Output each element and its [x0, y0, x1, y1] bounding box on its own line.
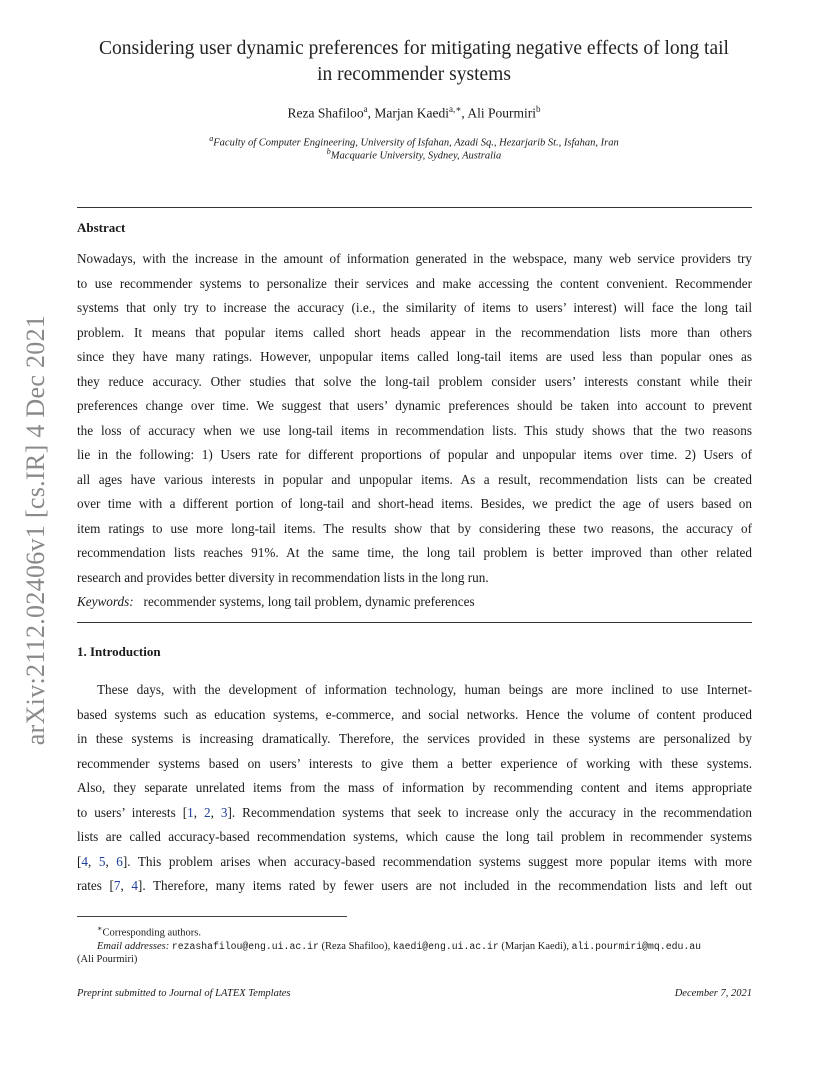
intro-line: [4, 5, 6]. This problem arises when accuracy-based recommendation systems suggest more popular items with more — [77, 853, 752, 869]
abstract-line: they reduce accuracy. Other studies that solve the long-tail problem consider users’ interests constant while their — [77, 373, 752, 389]
intro-line: Also, they separate unrelated items from the mass of information by recommending content and items appropriate — [77, 780, 752, 795]
citation-link[interactable]: 1 — [187, 804, 194, 820]
email-owner: (Reza Shafiloo), — [321, 940, 391, 952]
intro-heading: 1. Introduction — [77, 644, 161, 659]
arxiv-sidebar — [14, 300, 58, 760]
abstract-line: Nowadays, with the increase in the amount of information generated in the webspace, many web service providers try — [77, 251, 752, 266]
abstract-line: problem. It means that popular items called short heads appear in the recommendation lists more than others — [77, 324, 752, 340]
text-span: [ — [77, 853, 82, 869]
intro-line: lists are called accuracy-based recommendation systems, which cause the long tail problem in recommender systems — [77, 829, 752, 844]
keywords-text: recommender systems, long tail problem, dynamic preferences — [143, 594, 475, 609]
text-span: rates [ — [77, 878, 114, 893]
abstract-line: recommendation lists reaches 91%. At the same time, the long tail problem is better improved than other related — [77, 545, 752, 560]
abstract-line: to use recommender systems to personalize their services and make accessing the content convenient. Recommender — [77, 275, 752, 291]
footer-left: Preprint submitted to Journal of LATEX Templates — [77, 988, 291, 999]
abstract-line: since they have many ratings. However, unpopular items called long-tail items are used less than popular ones as — [77, 349, 752, 364]
abstract-body — [77, 247, 752, 590]
keywords — [77, 594, 475, 610]
intro-line: recommender systems based on users’ interests to give them a better experience of working with these systems. — [77, 755, 752, 771]
abstract-line: over time with a different portion of long-tail and short-head items. Besides, we predict the age of users based on — [77, 496, 752, 511]
footnote-rule — [77, 916, 347, 917]
footnote-mark: ∗ — [97, 924, 103, 933]
email-link[interactable]: rezashafilou@eng.ui.ac.ir — [171, 940, 319, 952]
abstract-line: preferences change over time. We suggest that users’ dynamic preferences should be taken into account to prevent — [77, 398, 752, 413]
intro-line: These days, with the development of information technology, human beings are more inclined to use Internet- — [97, 682, 752, 697]
footer-right: December 7, 2021 — [674, 988, 752, 999]
abstract-line: lie in the following: 1) Users rate for different proportions of popular and unpopular items over time. 2) Users of — [77, 447, 752, 462]
intro-body — [77, 678, 752, 899]
footnote — [77, 922, 752, 966]
author-name: Marjan Kaedi — [374, 105, 449, 121]
title-line-2: in recommender systems — [317, 64, 511, 85]
citation-link[interactable]: 4 — [81, 853, 88, 869]
abstract-bottom-rule — [77, 622, 752, 623]
abstract-line: item ratings to use more long-tail items. The results show that by considering these two reasons, the accuracy of — [77, 520, 752, 536]
citation-link[interactable]: 4 — [131, 878, 138, 893]
citation-link[interactable]: 2 — [204, 804, 211, 820]
author-sup: a — [363, 104, 368, 114]
affiliation-2 — [0, 147, 828, 162]
email-link[interactable]: ali.pourmiri@mq.edu.au — [571, 940, 701, 952]
author-sup: b — [535, 104, 541, 114]
abstract-line: all ages have various interests in popular and unpopular items. As a result, recommendation lists can be created — [77, 471, 752, 487]
text-span: ]. Recommendation systems that seek to increase only the accuracy in the recommendation — [227, 804, 752, 820]
arxiv-id: arXiv:2112.02406v1 [cs.IR] 4 Dec 2021 — [21, 314, 50, 746]
text-span: ]. Therefore, many items rated by fewer users are not included in the recommendation lists and left out — [137, 878, 752, 893]
title-line-1: Considering user dynamic preferences for mitigating negative effects of long tail — [99, 38, 729, 59]
author-sup: a,∗ — [448, 104, 462, 114]
email-label: Email addresses: — [97, 940, 170, 952]
abstract-heading: Abstract — [77, 220, 126, 235]
abstract-line: research and provides better diversity in recommendation lists in the long run. — [77, 569, 489, 585]
citation-link[interactable]: 5 — [98, 853, 106, 869]
citation-link[interactable]: 7 — [113, 878, 121, 893]
intro-line: to users’ interests [1, 2, 3]. Recommendation systems that seek to increase only the accuracy in the recommendation — [77, 804, 752, 820]
intro-line: rates [7, 4]. Therefore, many items rated by fewer users are not included in the recommendation lists and left out — [77, 878, 752, 893]
text-span: to users’ interests [ — [77, 804, 188, 820]
keywords-label: Keywords: — [77, 594, 134, 609]
abstract-line: systems that only try to increase the accuracy (i.e., the similarity of items to users’ interest) will face the long tail — [77, 300, 752, 315]
affiliation-sup: a — [209, 134, 214, 143]
abstract-line: the loss of accuracy when we use long-tail items in recommendation lists. This study shows that the two reasons — [77, 422, 752, 438]
footnote-text: Corresponding authors. — [102, 927, 202, 939]
author-name: Ali Pourmiri — [467, 105, 536, 121]
email-link[interactable]: kaedi@eng.ui.ac.ir — [392, 940, 499, 952]
citation-link[interactable]: 3 — [220, 804, 228, 820]
affiliation-text: Faculty of Computer Engineering, University of Isfahan, Azadi Sq., Hezarjarib St., Isfahan, Iran — [213, 137, 619, 149]
text-span: ]. This problem arises when accuracy-based recommendation systems suggest more popular items with more — [122, 853, 752, 869]
citation-link[interactable]: 6 — [116, 853, 123, 869]
footnote-last-line: (Ali Pourmiri) — [77, 953, 138, 965]
intro-line: based systems such as education systems, e-commerce, and social networks. Hence the volume of content produced — [77, 706, 752, 722]
paper-title — [60, 36, 768, 88]
email-owner: (Marjan Kaedi), — [501, 940, 569, 952]
author-list: Reza Shafiloo$^a$, Marjan Kaedi$^{a,∗}$, Ali Pourmiri$^b$ — [287, 104, 541, 121]
intro-line: in these systems is increasing dramatically. Therefore, the services provided in these systems are personalized by — [77, 731, 752, 746]
author-name: Reza Shafiloo — [287, 105, 364, 121]
abstract-top-rule — [77, 207, 752, 208]
footnote-corresponding — [77, 922, 752, 940]
affiliation-text: Macquarie University, Sydney, Australia — [330, 150, 502, 162]
footnote-emails — [77, 940, 752, 953]
affiliation-sup: b — [326, 147, 331, 156]
